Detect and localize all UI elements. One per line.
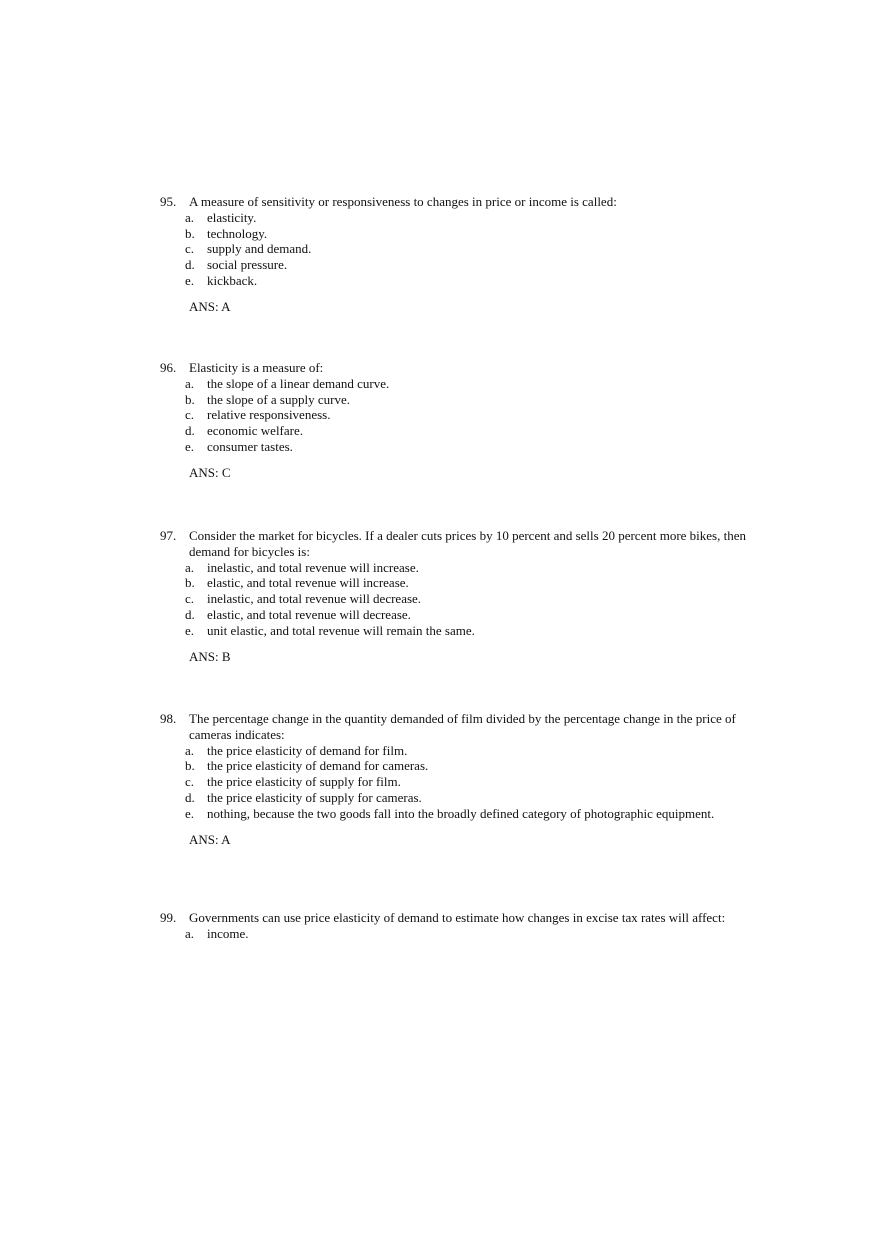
- option-letter: e.: [185, 622, 195, 638]
- option-text: nothing, because the two goods fall into the broadly defined category of photographic equipment.: [207, 805, 715, 821]
- answer-option: [185, 591, 760, 607]
- question-stem: A measure of sensitivity or responsiveness to changes in price or income is called:: [189, 194, 617, 209]
- answer-option: [185, 241, 760, 257]
- option-text: unit elastic, and total revenue will remain the same.: [207, 622, 475, 638]
- option-letter: d.: [185, 789, 195, 805]
- option-text: the slope of a supply curve.: [207, 391, 350, 407]
- option-letter: a.: [185, 209, 195, 225]
- answer-option: [185, 423, 760, 439]
- answer-option: [185, 758, 760, 774]
- option-letter: c.: [185, 774, 195, 790]
- answer-key: ANS: B: [189, 648, 231, 664]
- question-97: [160, 528, 760, 664]
- option-letter: a.: [185, 925, 195, 941]
- question-98: [160, 711, 760, 847]
- option-letter: b.: [185, 391, 195, 407]
- option-text: elasticity.: [207, 209, 257, 225]
- answer-option: [185, 392, 760, 408]
- option-letter: d.: [185, 423, 195, 439]
- question-96: [160, 360, 760, 481]
- option-letter: c.: [185, 241, 195, 257]
- answer-option: [185, 407, 760, 423]
- option-text: income.: [207, 925, 249, 941]
- option-letter: e.: [185, 272, 195, 288]
- answer-key: ANS: A: [189, 298, 231, 314]
- answer-option: [185, 560, 760, 576]
- option-text: elastic, and total revenue will decrease.: [207, 606, 411, 622]
- question-stem: The percentage change in the quantity demanded of film divided by the percentage change in the price of cameras indicates:: [189, 711, 736, 742]
- answer-option: [185, 774, 760, 790]
- option-text: the price elasticity of demand for film.: [207, 742, 408, 758]
- question-number: 99.: [160, 910, 177, 925]
- option-text: the slope of a linear demand curve.: [207, 375, 390, 391]
- answer-key: ANS: C: [189, 464, 231, 480]
- answer-option: [185, 926, 760, 942]
- option-letter: a.: [185, 742, 195, 758]
- option-text: technology.: [207, 225, 268, 241]
- answer-key: ANS: A: [189, 831, 231, 847]
- answer-option: [185, 806, 760, 822]
- option-text: the price elasticity of supply for cameras.: [207, 789, 422, 805]
- option-letter: a.: [185, 559, 195, 575]
- question-99: [160, 910, 760, 942]
- option-letter: e.: [185, 438, 195, 454]
- answer-option: [185, 257, 760, 273]
- option-letter: b.: [185, 225, 195, 241]
- answer-option: [185, 607, 760, 623]
- option-text: inelastic, and total revenue will decrease.: [207, 591, 422, 607]
- answer-option: [185, 623, 760, 639]
- answer-option: [185, 743, 760, 759]
- option-letter: c.: [185, 591, 195, 607]
- option-text: supply and demand.: [207, 241, 312, 257]
- option-text: social pressure.: [207, 257, 288, 273]
- answer-option: [185, 790, 760, 806]
- option-letter: a.: [185, 375, 195, 391]
- answer-option: [185, 439, 760, 455]
- answer-option: [185, 376, 760, 392]
- answer-option: [185, 273, 760, 289]
- option-text: inelastic, and total revenue will increase.: [207, 559, 419, 575]
- option-letter: b.: [185, 575, 195, 591]
- question-stem: Elasticity is a measure of:: [189, 360, 324, 375]
- question-stem: Consider the market for bicycles. If a dealer cuts prices by 10 percent and sells 20 percent more bikes, then demand for bicycles is:: [189, 528, 746, 559]
- question-number: 96.: [160, 360, 177, 375]
- option-text: the price elasticity of supply for film.: [207, 774, 401, 790]
- option-letter: d.: [185, 606, 195, 622]
- option-letter: d.: [185, 257, 195, 273]
- question-number: 95.: [160, 194, 177, 209]
- answer-option: [185, 210, 760, 226]
- question-number: 98.: [160, 711, 177, 726]
- option-text: relative responsiveness.: [207, 407, 331, 423]
- option-text: economic welfare.: [207, 423, 304, 439]
- option-letter: b.: [185, 758, 195, 774]
- answer-option: [185, 575, 760, 591]
- question-stem: Governments can use price elasticity of demand to estimate how changes in excise tax rates will affect:: [189, 910, 726, 925]
- answer-option: [185, 226, 760, 242]
- option-letter: e.: [185, 805, 195, 821]
- question-number: 97.: [160, 528, 177, 543]
- option-text: the price elasticity of demand for cameras.: [207, 758, 429, 774]
- question-95: [160, 194, 760, 315]
- option-text: elastic, and total revenue will increase.: [207, 575, 409, 591]
- option-letter: c.: [185, 407, 195, 423]
- option-text: consumer tastes.: [207, 438, 293, 454]
- option-text: kickback.: [207, 272, 258, 288]
